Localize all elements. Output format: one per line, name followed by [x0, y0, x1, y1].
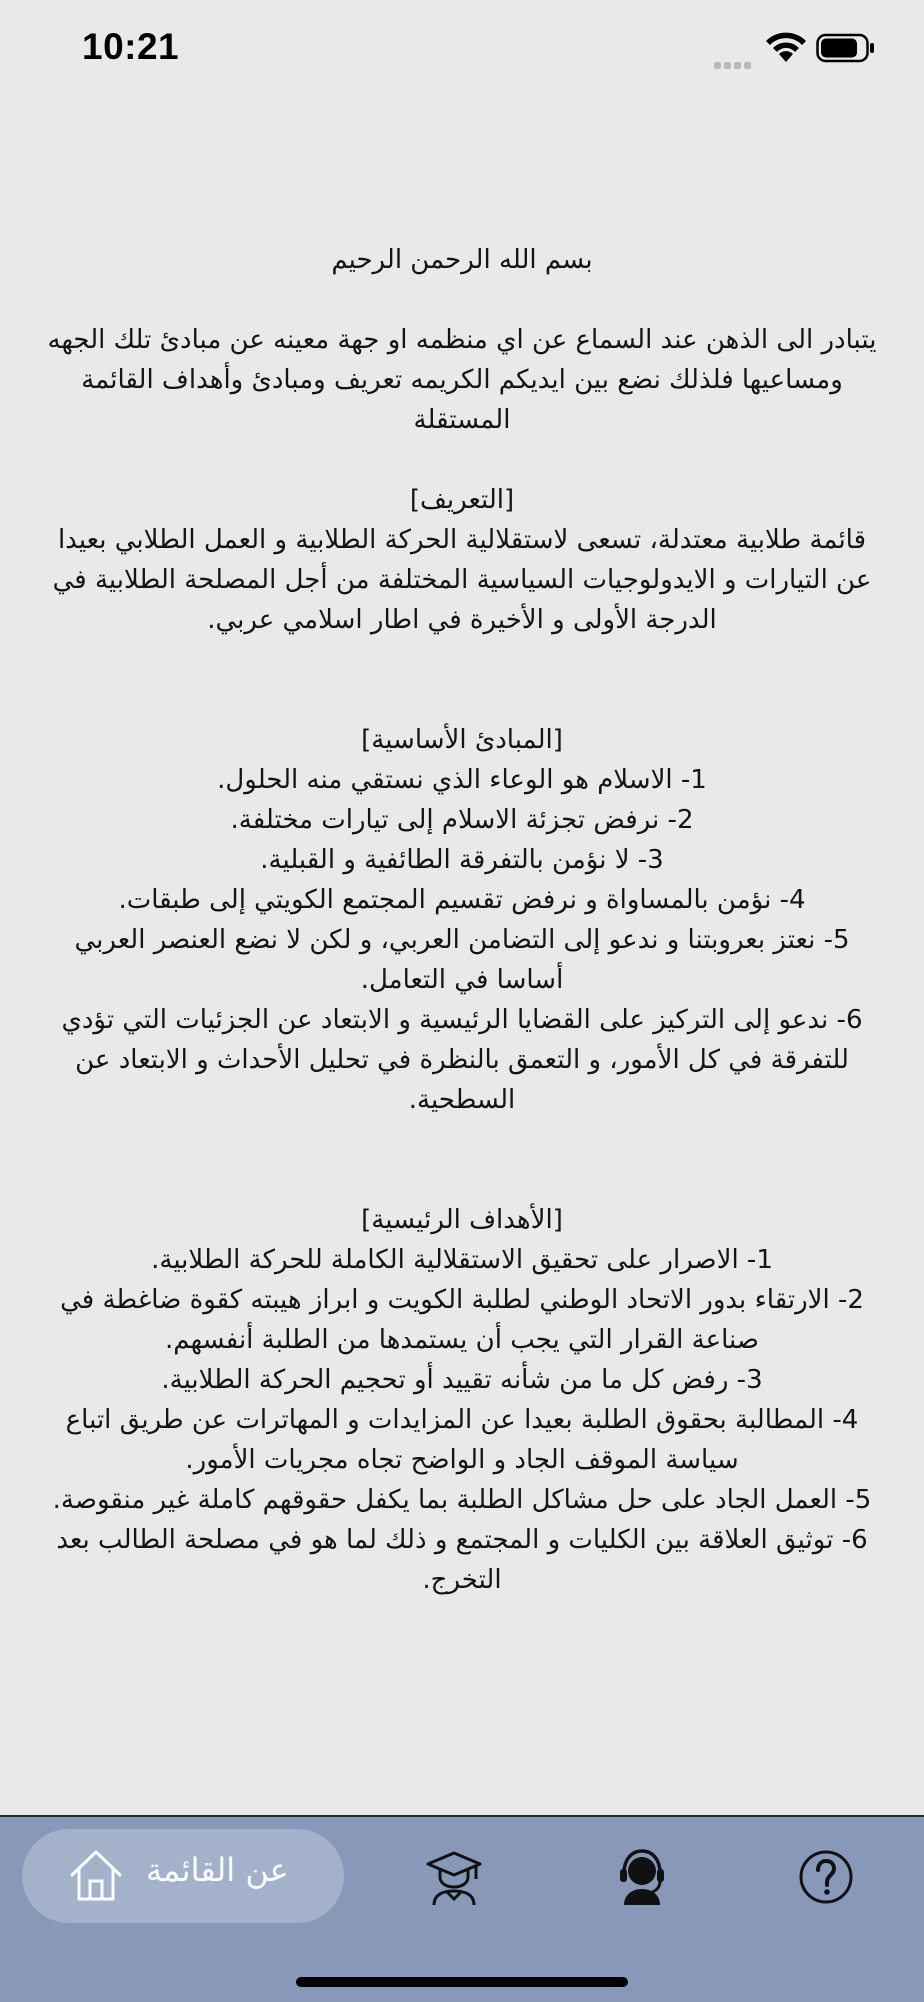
tab-bar — [0, 1815, 924, 2002]
basmala: بسم الله الرحمن الرحيم — [331, 245, 593, 275]
goal-item: 1- الاصرار على تحقيق الاستقلالية الكاملة للحركة الطلابية. — [151, 1245, 773, 1275]
goal-item: 2- الارتقاء بدور الاتحاد الوطني لطلبة الكويت و ابراز هيبته كقوة ضاغطة في صناعة القرار التي يجب أن يستمدها من الطلبة أنفسهم. — [60, 1285, 864, 1355]
principles-heading: [المبادئ الأساسية] — [361, 725, 563, 755]
wifi-icon — [764, 30, 808, 64]
goal-item: 3- رفض كل ما من شأنه تقييد أو تحجيم الحركة الطلابية. — [161, 1365, 763, 1395]
graduate-icon[interactable] — [424, 1847, 484, 1907]
definition-heading: [التعريف] — [409, 485, 515, 515]
about-content — [40, 240, 884, 1600]
principle-item: 3- لا نؤمن بالتفرقة الطائفية و القبلية. — [260, 845, 664, 875]
home-indicator — [296, 1977, 628, 1987]
intro-text: يتبادر الى الذهن عند السماع عن اي منظمه او جهة معينه عن مبادئ تلك الجهه ومساعيها فلذلك نضع بين ايديكم الكريمه تعريف ومبادئ وأهداف القائمة المستقلة — [47, 325, 877, 435]
principle-item: 5- نعتز بعروبتنا و ندعو إلى التضامن العربي، و لكن لا نضع العنصر العربي أساسا في التعامل. — [74, 925, 850, 995]
status-bar — [0, 0, 924, 100]
cellular-signal-icon — [714, 54, 756, 64]
home-icon — [68, 1847, 124, 1903]
status-time: 10:21 — [82, 26, 180, 67]
principle-item: 1- الاسلام هو الوعاء الذي نستقي منه الحلول. — [217, 765, 707, 795]
help-icon[interactable] — [796, 1847, 856, 1907]
principle-item: 4- نؤمن بالمساواة و نرفض تقسيم المجتمع الكويتي إلى طبقات. — [118, 885, 806, 915]
goal-item: 4- المطالبة بحقوق الطلبة بعيدا عن المزايدات و المهاترات عن طريق اتباع سياسة الموقف الجاد و الواضح تجاه مجريات الأمور. — [65, 1405, 859, 1475]
goal-item: 5- العمل الجاد على حل مشاكل الطلبة بما يكفل حقوقهم كاملة غير منقوصة. — [52, 1485, 872, 1515]
battery-icon — [816, 33, 876, 63]
principle-item: 2- نرفض تجزئة الاسلام إلى تيارات مختلفة. — [230, 805, 694, 835]
goal-item: 6- توثيق العلاقة بين الكليات و المجتمع و ذلك لما هو في مصلحة الطالب بعد التخرج. — [56, 1525, 868, 1595]
definition-text: قائمة طلابية معتدلة، تسعى لاستقلالية الحركة الطلابية و العمل الطلابي بعيدا عن التيارات و الايدولوجيات السياسية المختلفة من أجل المصلحة الطلابية في الدرجة الأولى و الأخيرة في اطار اسلامي عربي. — [52, 525, 872, 635]
principle-item: 6- ندعو إلى التركيز على القضايا الرئيسية و الابتعاد عن الجزئيات التي تؤدي للتفرقة في كل الأمور، و التعمق بالنظرة في تحليل الأحداث و الابتعاد عن السطحية. — [61, 1005, 863, 1115]
tab-about-label: عن القائمة — [146, 1851, 289, 1889]
goals-heading: [الأهداف الرئيسية] — [361, 1205, 563, 1235]
support-agent-icon[interactable] — [612, 1847, 672, 1907]
tab-about[interactable] — [22, 1829, 344, 1923]
